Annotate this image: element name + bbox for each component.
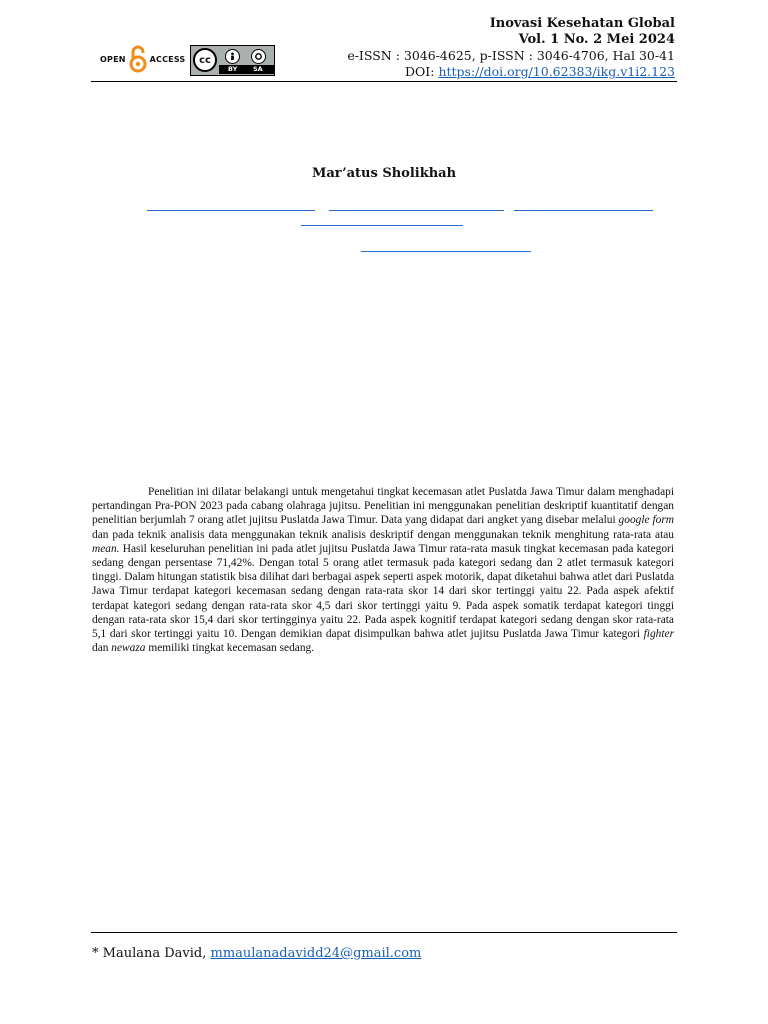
journal-info — [347, 16, 675, 80]
header-divider — [91, 81, 677, 82]
open-access-logo — [100, 45, 185, 73]
person-icon — [225, 49, 240, 64]
abstract-segment: dan — [92, 642, 112, 655]
author-email-link[interactable]: mmaulanadavidd24@gmail.com — [210, 946, 422, 961]
journal-title: Inovasi Kesehatan Global — [489, 16, 675, 31]
abstract-italic-term: fighter — [643, 628, 674, 641]
abstract-segment: Penelitian ini dilatar belakangi untuk mengetahui tingkat kecemasan atlet Puslatda Jawa Timur dalam menghadapi pertandingan Pra-PON 2023 pada cabang olahraga jujitsu. Penelitian ini menggunakan penelitian deskriptif kuantitatif dengan penelitian berjumlah 7 orang atlet jujitsu Puslatda Jawa Timur. Data yang didapat dari angket yang disebar melalui — [92, 486, 674, 527]
footnote-prefix: * Maulana David, — [92, 946, 211, 961]
share-alike-icon — [251, 49, 266, 64]
open-access-left-text: OPEN — [100, 54, 126, 64]
affiliation-link-1[interactable] — [147, 210, 315, 211]
doi-link[interactable]: https://doi.org/10.62383/ikg.v1i2.123 — [438, 64, 675, 79]
cc-icon: cc — [193, 48, 217, 72]
abstract-segment: memiliki tingkat kecemasan sedang. — [145, 642, 315, 655]
journal-volume: Vol. 1 No. 2 Mei 2024 — [518, 32, 675, 47]
abstract-segment: dan pada teknik analisis data menggunakan teknik analisis deskriptif dengan menggunakan teknik menghitung rata-rata atau — [92, 528, 674, 541]
abstract-text — [92, 485, 674, 655]
affiliation-link-4[interactable] — [301, 225, 463, 226]
doi-label: DOI: — [405, 64, 439, 79]
author-name: Mar’atus Sholikhah — [311, 166, 457, 181]
cc-by-sa-license-badge[interactable] — [190, 45, 275, 76]
open-lock-icon — [128, 45, 148, 73]
journal-issn: e-ISSN : 3046-4625, p-ISSN : 3046-4706, Hal 30-41 — [347, 48, 675, 63]
abstract-italic-term: google form — [618, 514, 674, 527]
corresponding-author-footnote — [92, 946, 421, 961]
abstract-italic-term: mean. — [92, 542, 120, 555]
license-by-label: BY — [228, 65, 238, 73]
open-access-right-text: ACCESS — [149, 54, 186, 64]
license-sa-label: SA — [253, 65, 263, 73]
affiliation-link-3[interactable] — [514, 210, 653, 211]
abstract-segment: Hasil keseluruhan penelitian ini pada atlet jujitsu Puslatda Jawa Timur rata-rata masuk tingkat kecemasan pada kategori sedang dengan persentase 71,42%. Dengan total 5 orang atlet termasuk pada kategori sedang dan 2 atlet termasuk kategori tinggi. Dalam hitungan statistik bisa dilihat dari berbagai aspek seperti aspek motorik, dapat diketahui bahwa atlet dari Puslatda Jawa Timur terdapat kategori kecemasan sedang dengan rata-rata skor 14 dari skor tertinggi yaitu 22. Pada aspek afektif terdapat kategori sedang dengan rata-rata skor 4,5 dari skor tertinggi yaitu 9. Pada aspek somatik terdapat kategori tinggi dengan rata-rata skor 15,4 dari skor tertingginya yaitu 22. Pada aspek kognitif terdapat kategori sedang dengan skor rata-rata 5,1 dari skor tertinggi yaitu 10. Dengan demikian dapat disimpulkan bahwa atlet jujitsu Puslatda Jawa Timur kategori — [92, 542, 674, 641]
journal-doi — [347, 64, 675, 80]
affiliation-link-2[interactable] — [329, 210, 504, 211]
affiliation-link-5[interactable] — [361, 251, 531, 252]
abstract-italic-term: newaza — [111, 642, 146, 655]
footnote-divider — [91, 932, 677, 933]
